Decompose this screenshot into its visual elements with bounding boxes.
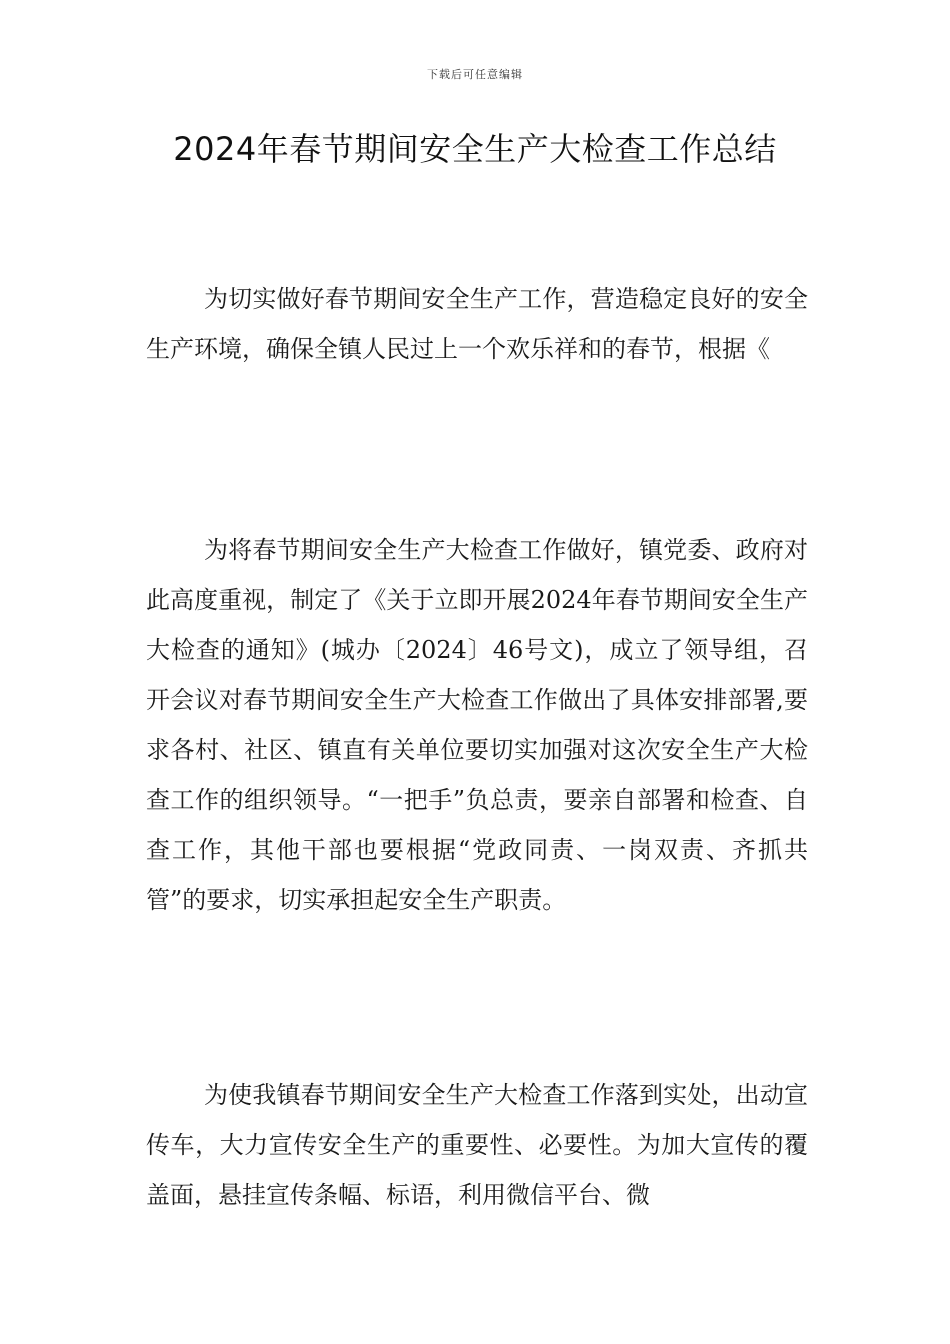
document-title: 2024年春节期间安全生产大检查工作总结: [173, 130, 777, 168]
header-note: 下载后可任意编辑: [427, 68, 523, 81]
paragraph-1: 为切实做好春节期间安全生产工作，营造稳定良好的安全生产环境，确保全镇人民过上一个欢乐祥和的春节，根据《: [146, 285, 808, 363]
paragraph-2: 为将春节期间安全生产大检查工作做好，镇党委、政府对此高度重视，制定了《关于立即开展2024年春节期间安全生产大检查的通知》(城办〔2024〕46号文)，成立了领导组，召开会议对春节期间安全生产大检查工作做出了具体安排部署,要求各村、社区、镇直有关单位要切实加强对这次安全生产大检查工作的组织领导。“一把手”负总责，要亲自部署和检查、自查工作，其他干部也要根据“党政同责、一岗双责、齐抓共管”的要求，切实承担起安全生产职责。: [146, 536, 808, 914]
paragraph-3: 为使我镇春节期间安全生产大检查工作落到实处，出动宣传车，大力宣传安全生产的重要性、必要性。为加大宣传的覆盖面，悬挂宣传条幅、标语，利用微信平台、微: [146, 1081, 808, 1209]
